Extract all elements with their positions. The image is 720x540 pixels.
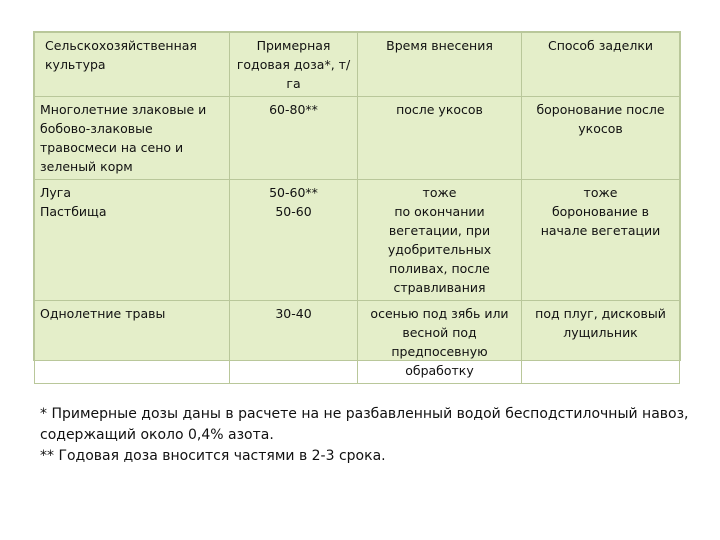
cell-crop: Однолетние травы [35,301,230,384]
table-row [35,97,680,180]
cell-crop: Луга [40,185,72,200]
cell-method-group [522,180,680,301]
cell-crop: Пастбища [40,204,107,219]
cell-method: боронование в начале вегетации [540,204,661,238]
cell-method: под плуг, дисковый лущильник [522,301,680,384]
header-crop: Сельскохозяйственная культура [35,33,230,97]
table-row [35,180,680,301]
fertilizer-table [34,32,680,384]
fertilizer-table-container [33,31,681,378]
cell-time: по окончании вегетации, при удобрительных поливах, после стравливания [387,204,492,295]
header-method: Способ заделки [522,33,680,97]
header-time: Время внесения [358,33,522,97]
cell-dose: 50-60 [275,204,312,219]
cell-method: боронование после укосов [522,97,680,180]
table-row [35,301,680,384]
cell-time: осенью под зябь или весной под предпосевную обработку [358,301,522,384]
cell-time: тоже [422,185,457,200]
header-dose: Примерная годовая доза*, т/га [230,33,358,97]
cell-method: тоже [583,185,618,200]
cell-time: после укосов [358,97,522,180]
footnote-annual: ** Годовая доза вносится частями в 2-3 срока. [40,448,386,464]
cell-crop: Многолетние злаковые и бобово-злаковые травосмеси на сено и зеленый корм [35,97,230,180]
cell-dose: 60-80** [230,97,358,180]
cell-time-group [358,180,522,301]
table-header-row [35,33,680,97]
cell-dose: 50-60** [269,185,318,200]
cell-crop-group [35,180,230,301]
footnotes [40,404,700,467]
cell-dose-group [230,180,358,301]
footnote-dose: * Примерные дозы даны в расчете на не разбавленный водой бесподстилочный навоз, содержащий около 0,4% азота. [40,406,689,443]
cell-dose: 30-40 [230,301,358,384]
